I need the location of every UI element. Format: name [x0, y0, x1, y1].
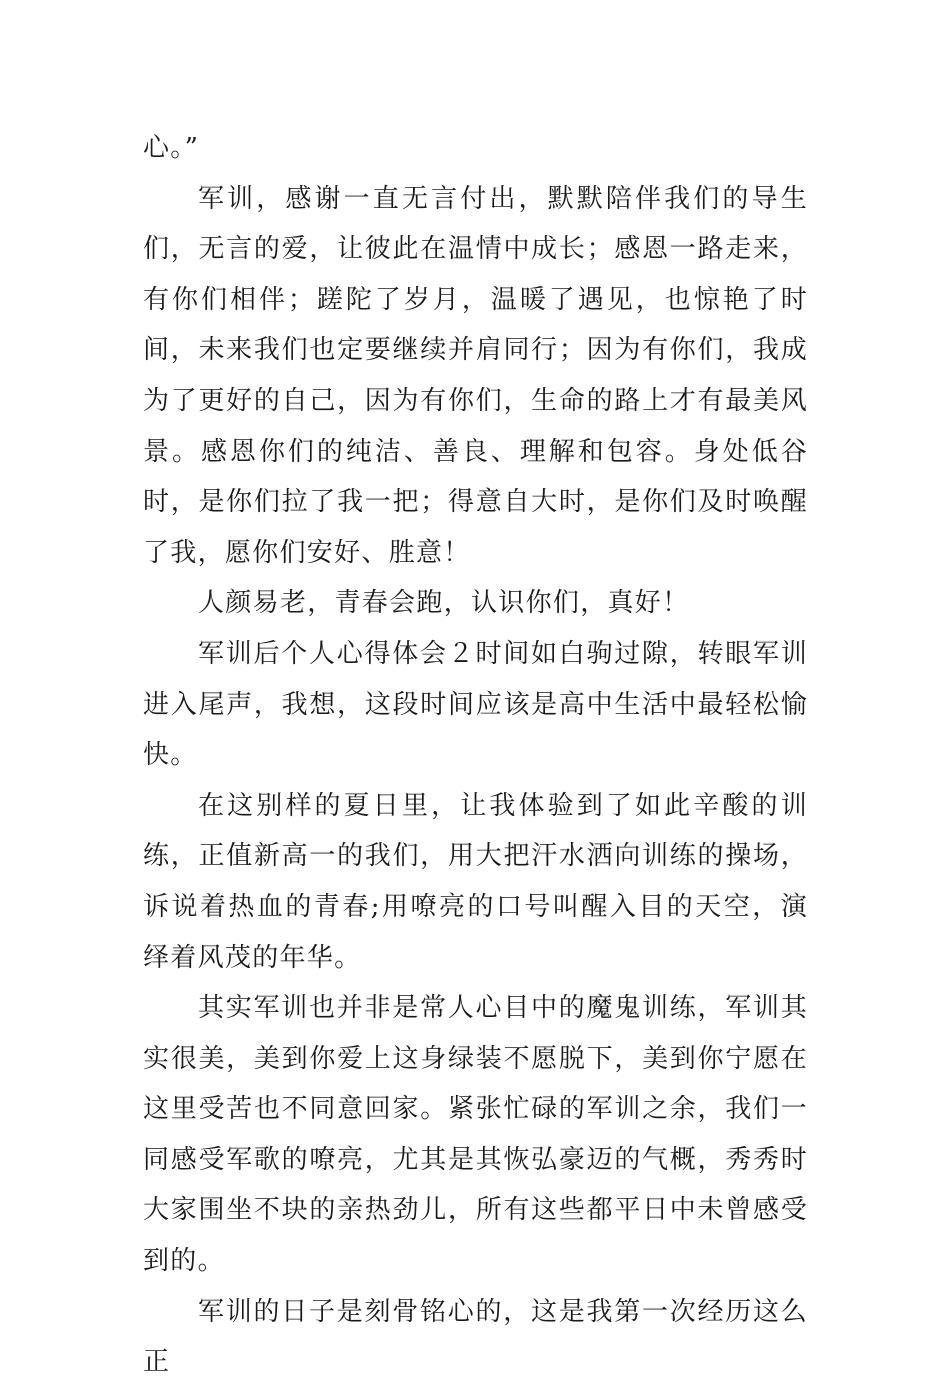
paragraph-2: 军训，感谢一直无言付出，默默陪伴我们的导生们，无言的爱，让彼此在温情中成长；感恩一路走来，有你们相伴；蹉陀了岁月，温暖了遇见，也惊艳了时间，未来我们也定要继续并肩同行；因为有你们，我成为了更好的自己，因为有你们，生命的路上才有最美风景。感恩你们的纯洁、善良、理解和包容。身处低谷时，是你们拉了我一把；得意自大时，是你们及时唤醒了我，愿你们安好、胜意！: [143, 183, 808, 568]
paragraph-3: 人颜易老，青春会跑，认识你们，真好！: [198, 588, 690, 619]
paragraph-7: 军训的日子是刻骨铭心的，这是我第一次经历这么正: [143, 1296, 808, 1378]
paragraph-1: 心。”: [143, 133, 200, 163]
paragraph-5: 在这别样的夏日里，让我体验到了如此辛酸的训练，正值新高一的我们，用大把汗水洒向训练的操场，诉说着热血的青春;用嘹亮的口号叫醒入目的天空，演绎着风茂的年华。: [143, 790, 808, 973]
document-body: [143, 123, 808, 1388]
paragraph-6: 其实军训也并非是常人心目中的魔鬼训练，军训其实很美，美到你爱上这身绿装不愿脱下，美到你宁愿在这里受苦也不同意回家。紧张忙碌的军训之余，我们一同感受军歌的嘹亮，尤其是其恢弘豪迈的气概，秀秀时大家围坐不块的亲热劲儿，所有这些都平日中未曾感受到的。: [143, 993, 808, 1277]
paragraph-4: 军训后个人心得体会２时间如白驹过隙，转眼军训进入尾声，我想，这段时间应该是高中生活中最轻松愉快。: [143, 638, 808, 771]
